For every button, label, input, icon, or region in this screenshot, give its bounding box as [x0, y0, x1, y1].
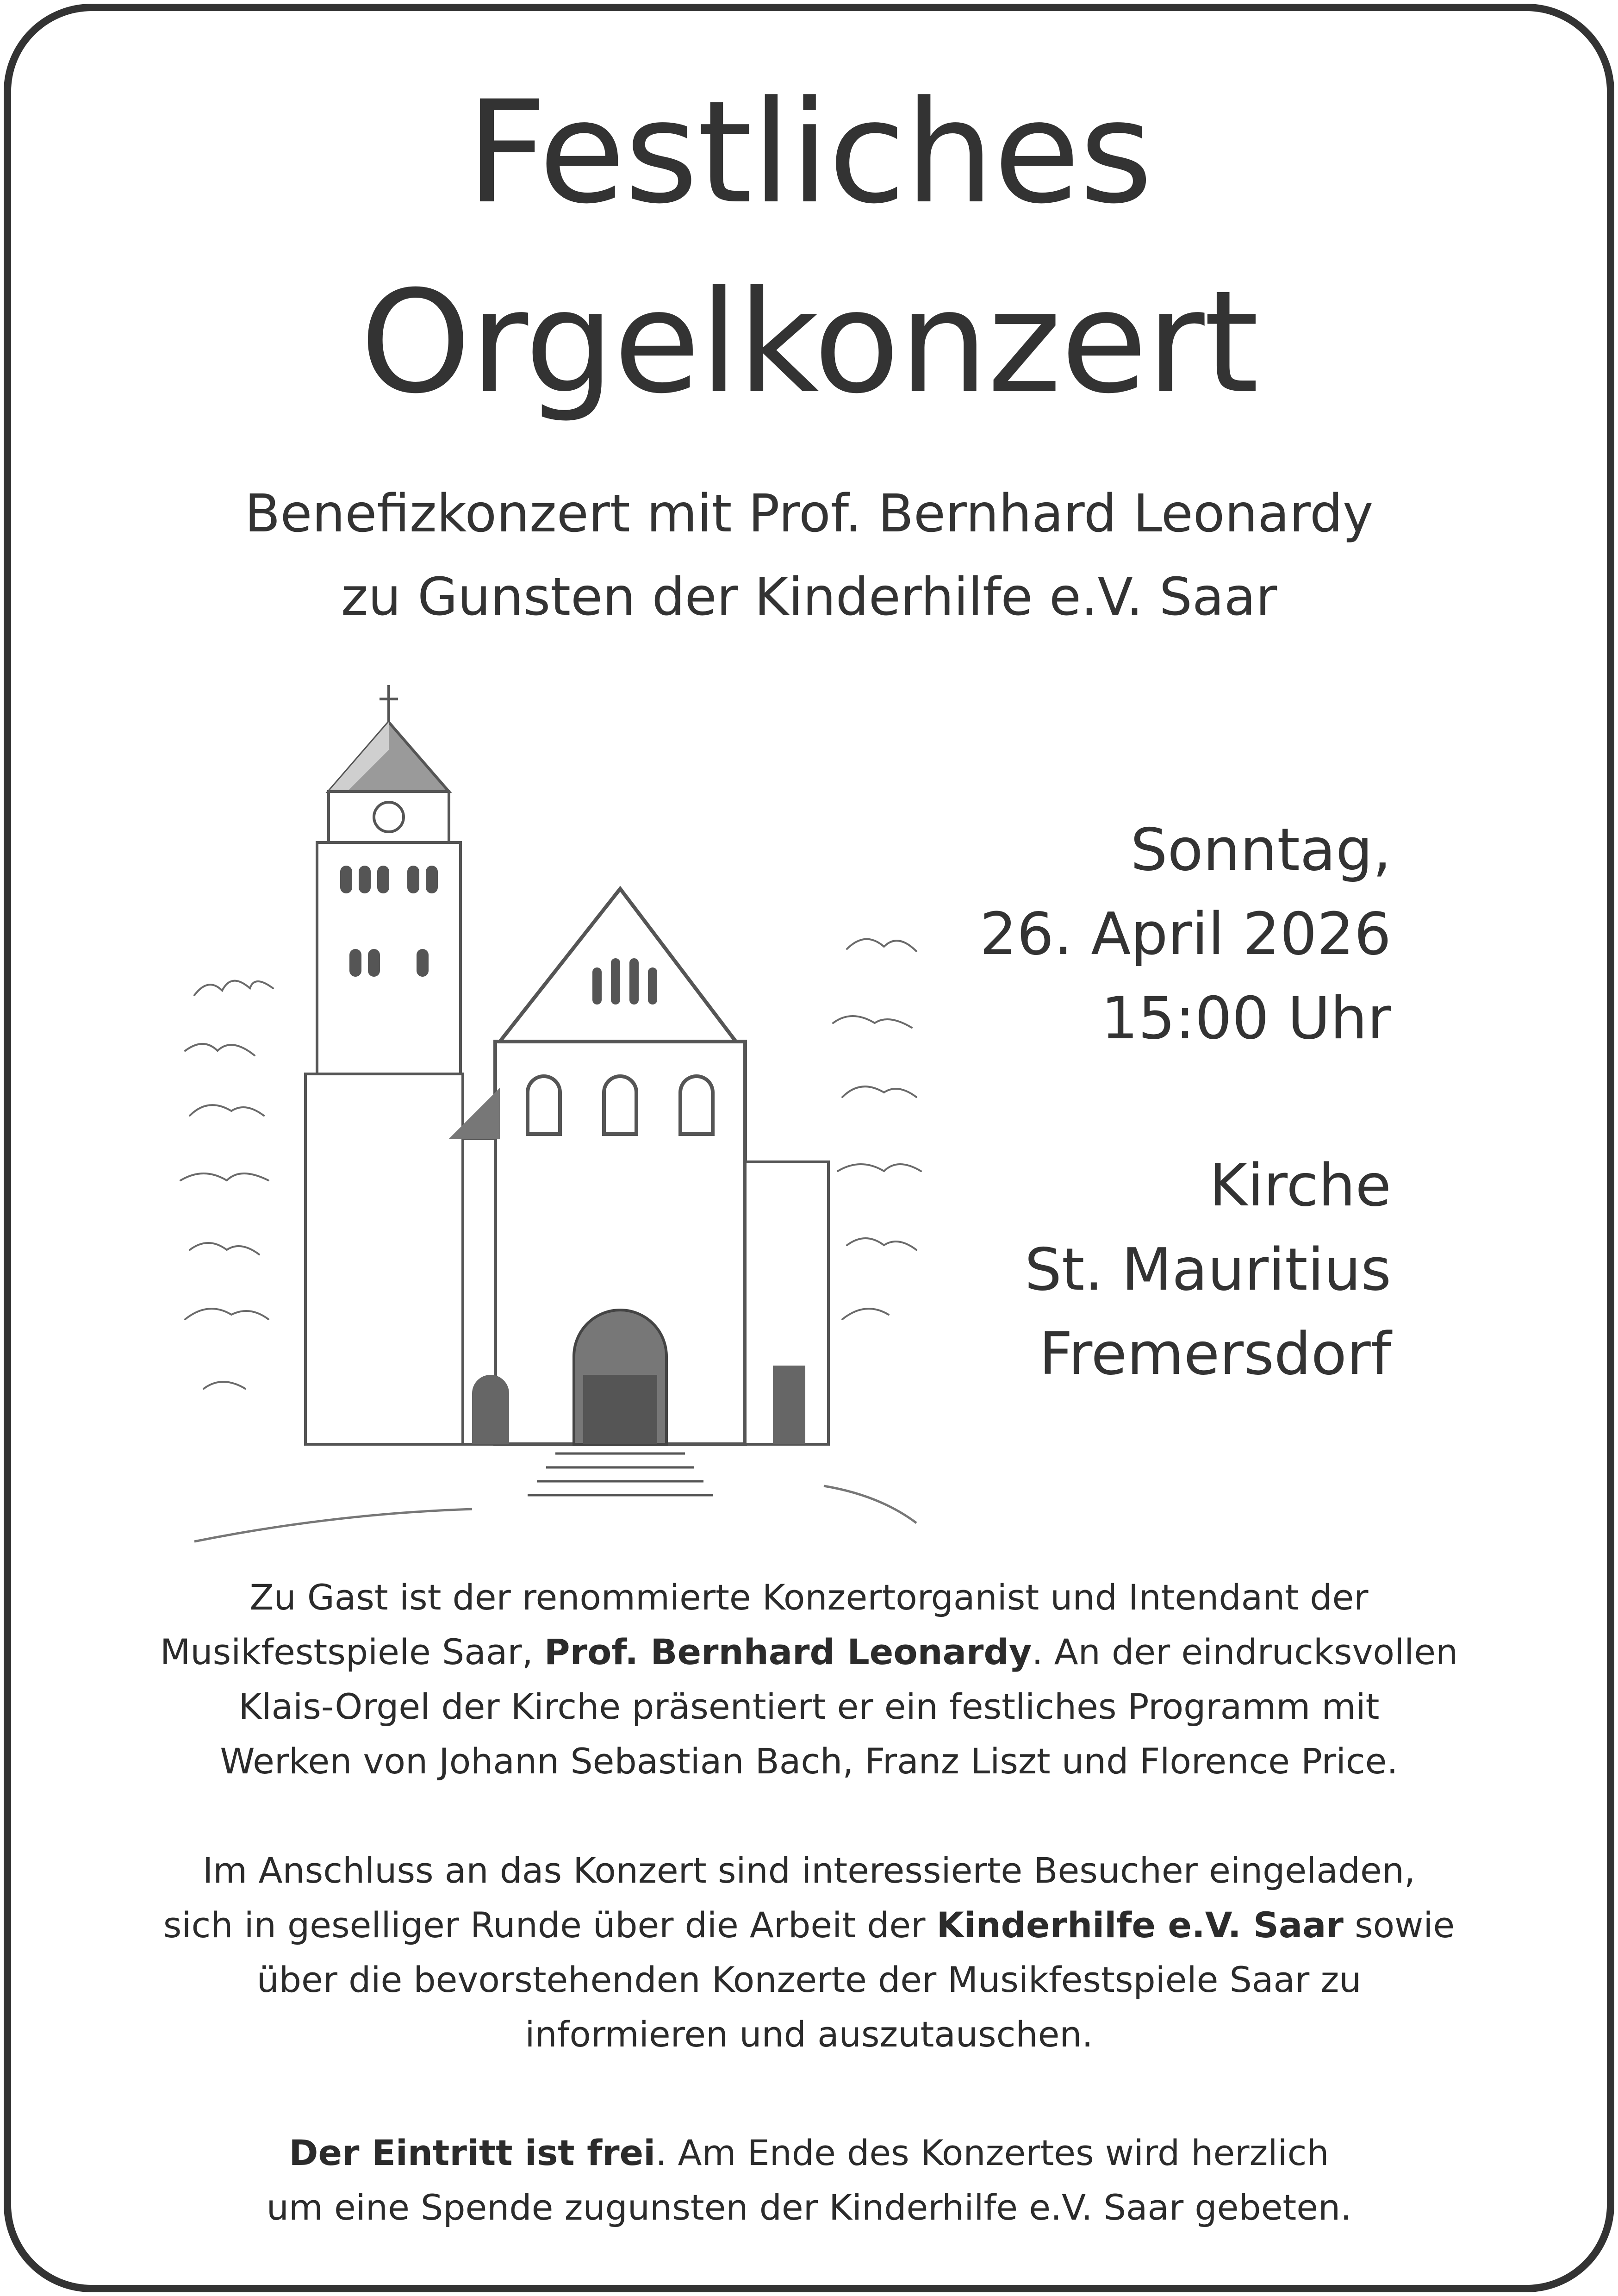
intro-text: Musikfestspiele Saar,: [160, 1631, 544, 1672]
charity-name: Kinderhilfe e.V. Saar: [936, 1904, 1344, 1946]
intro-paragraph: [139, 1570, 1479, 1789]
admission-paragraph: [139, 2126, 1479, 2235]
performer-name: Prof. Bernhard Leonardy: [544, 1631, 1032, 1672]
intro-line-3: Klais-Orgel der Kirche präsentiert er ein festliches Programm mit: [238, 1686, 1380, 1727]
venue-line-1: Kirche: [1209, 1151, 1391, 1219]
event-day: Sonntag,: [1130, 816, 1391, 884]
invitation-line-2: [139, 1898, 1479, 1953]
invitation-paragraph: [139, 1843, 1479, 2062]
intro-line-1: Zu Gast ist der renommierte Konzertorganist und Intendant der: [249, 1577, 1369, 1618]
church-facade: [449, 889, 828, 1444]
invitation-text: sich in geselliger Runde über die Arbeit der: [163, 1904, 937, 1946]
right-trees: [833, 939, 921, 1319]
intro-text: . An der eindrucksvollen: [1032, 1631, 1458, 1672]
left-trees: [180, 981, 273, 1389]
invitation-line-3: über die bevorstehenden Konzerte der Musikfestspiele Saar zu: [256, 1959, 1362, 2000]
intro-line-2: [139, 1625, 1479, 1679]
title-line-2: Orgelkonzert: [360, 260, 1258, 424]
venue-line-2: St. Mauritius: [1025, 1235, 1391, 1304]
invitation-line-1: Im Anschluss an das Konzert sind interessierte Besucher eingeladen,: [202, 1850, 1416, 1891]
free-admission: Der Eintritt ist frei: [289, 2132, 656, 2173]
intro-line-4: Werken von Johann Sebastian Bach, Franz Liszt und Florence Price.: [220, 1741, 1398, 1782]
subtitle-line-1: Benefizkonzert mit Prof. Bernhard Leonardy: [244, 484, 1374, 544]
event-time: 15:00 Uhr: [1101, 984, 1391, 1052]
admission-line-2: um eine Spende zugunsten der Kinderhilfe e.V. Saar gebeten.: [266, 2187, 1352, 2228]
venue-line-3: Fremersdorf: [1039, 1320, 1391, 1388]
invitation-text: sowie: [1343, 1904, 1455, 1946]
church-steps: [194, 1454, 916, 1541]
event-date: 26. April 2026: [979, 900, 1391, 968]
event-date-block: [980, 808, 1391, 1061]
church-tower: [305, 685, 463, 1444]
church-illustration: [176, 671, 944, 1560]
title-line-1: Festliches: [466, 70, 1152, 235]
invitation-line-4: informieren und auszutauschen.: [525, 2014, 1093, 2055]
event-venue-block: [1025, 1143, 1391, 1396]
subtitle-line-2: zu Gunsten der Kinderhilfe e.V. Saar: [341, 567, 1277, 627]
admission-line-1: [139, 2126, 1479, 2180]
admission-text: . Am Ende des Konzertes wird herzlich: [655, 2132, 1329, 2173]
